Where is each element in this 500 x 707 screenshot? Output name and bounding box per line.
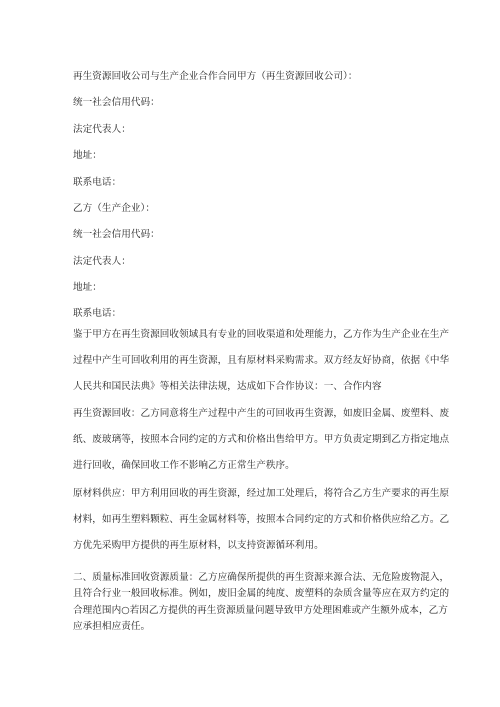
recycling-line: 再生资源回收：乙方同意将生产过程中产生的可回收再生资源，如废旧金属、废塑料、废 bbox=[73, 408, 450, 419]
quality-line: 且符合行业一般回收标准。例如，废旧金属的纯度、废塑料的杂质含量等应在双方约定的 bbox=[73, 588, 450, 600]
recycling-line: 纸、废玻璃等，按照本合同约定的方式和价格出售给甲方。甲方负责定期到乙方指定地点 bbox=[73, 434, 450, 445]
party-b-phone-label: 联系电话： bbox=[73, 308, 122, 319]
party-b-credit-code-label: 统一社会信用代码： bbox=[73, 229, 160, 240]
party-b-heading: 乙方（生产企业）： bbox=[73, 203, 155, 214]
party-a-credit-code-label: 统一社会信用代码： bbox=[73, 97, 160, 108]
quality-paragraph bbox=[73, 570, 450, 636]
supply-line: 方优先采购甲方提供的再生原材料，以支持资源循环利用。 bbox=[73, 540, 324, 551]
preamble-line: 人民共和国民法典》等相关法律法规，达成如下合作协议：一、合作内容 bbox=[73, 381, 382, 392]
preamble-line: 鉴于甲方在再生资源回收领域具有专业的回收渠道和处理能力，乙方作为生产企业在生产 bbox=[73, 329, 450, 340]
recycling-line: 进行回收，确保回收工作不影响乙方正常生产秩序。 bbox=[73, 460, 295, 471]
party-a-phone-label: 联系电话： bbox=[73, 177, 122, 188]
supply-line: 原材料供应：甲方利用回收的再生资源，经过加工处理后，将符合乙方生产要求的再生原 bbox=[73, 488, 450, 499]
quality-line: 应承担相应责任。 bbox=[73, 621, 151, 633]
recycling-paragraph bbox=[73, 401, 450, 479]
party-a-legal-rep-label: 法定代表人： bbox=[73, 124, 131, 135]
party-b-legal-rep-label: 法定代表人： bbox=[73, 256, 131, 267]
quality-line: 合理范围内○若因乙方提供的再生资源质量问题导致甲方处理困难或产生额外成本，乙方 bbox=[73, 604, 448, 616]
supply-line: 材料，如再生塑料颗粒、再生金属材料等，按照本合同约定的方式和价格供应给乙方。乙 bbox=[73, 514, 450, 525]
supply-paragraph bbox=[73, 481, 450, 559]
quality-line: 二、质量标准回收资源质量：乙方应确保所提供的再生资源来源合法、无危险废物混入， bbox=[73, 572, 450, 583]
party-a-heading: 再生资源回收公司与生产企业合作合同甲方（再生资源回收公司）： bbox=[73, 71, 358, 82]
party-a-address-label: 地址： bbox=[73, 150, 102, 161]
party-b-address-label: 地址： bbox=[73, 282, 102, 293]
preamble-paragraph bbox=[73, 322, 450, 400]
preamble-line: 过程中产生可回收利用的再生资源，且有原材料采购需求。双方经友好协商，依据《中华 bbox=[73, 355, 450, 366]
